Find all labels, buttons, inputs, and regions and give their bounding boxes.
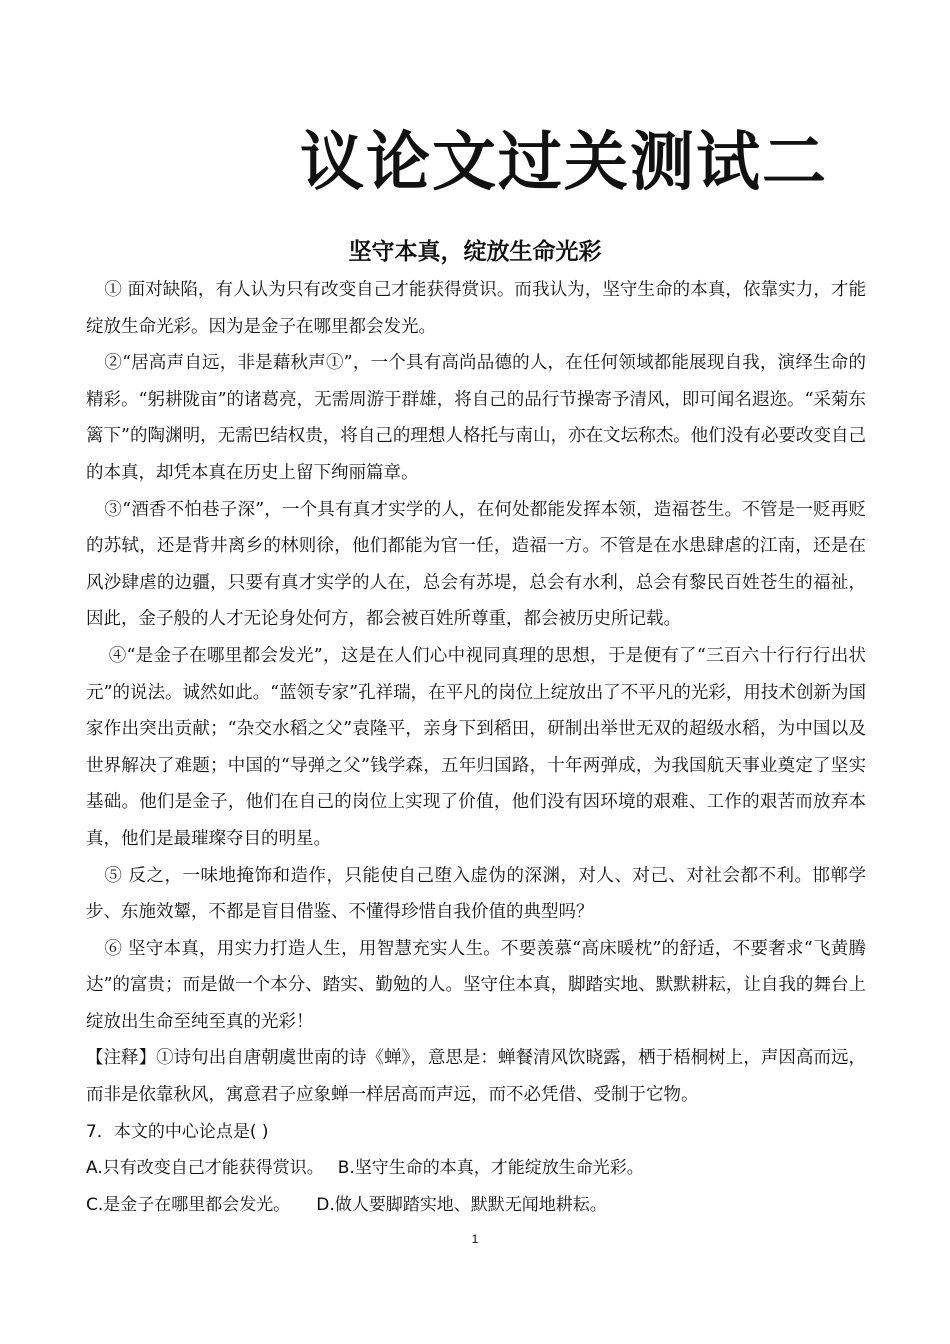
essay-body <box>86 272 866 1223</box>
paragraph-4: ④“是金子在哪里都会发光”，这是在人们心中视同真理的思想，于是便有了“三百六十行行行出状元”的说法。诚然如此。“蓝领专家”孔祥瑞，在平凡的岗位上绽放出了不平凡的光彩，用技术创新为国家作出突出贡献；“杂交水稻之父”袁隆平，亲身下到稻田，研制出举世无双的超级水稻，为中国以及世界解决了难题；中国的“导弹之父”钱学森，五年归国路，十年两弹成，为我国航天事业奠定了坚实基础。他们是金子，他们在自己的岗位上实现了价值，他们没有因环境的艰难、工作的艰苦而放弃本真，他们是最璀璨夺目的明星。 <box>86 645 866 849</box>
page-number: 1 <box>471 1232 479 1246</box>
essay-title: 坚守本真，绽放生命光彩 <box>348 239 602 265</box>
paragraph-5: ⑤ 反之，一味地掩饰和造作，只能使自己堕入虚伪的深渊，对人、对己、对社会都不利。邯郸学步、东施效颦，不都是盲目借鉴、不懂得珍惜自我价值的典型吗？ <box>86 865 866 923</box>
paragraph-2: ②“居高声自远，非是藉秋声①”，一个具有高尚品德的人，在任何领域都能展现自我，演绎生命的精彩。“躬耕陇亩”的诸葛亮，无需周游于群雄，将自己的品行节操寄予清风，即可闻名遐迩。“采菊东篱下”的陶渊明，无需巴结权贵，将自己的理想人格托与南山，亦在文坛称杰。他们没有必要改变自己的本真，却凭本真在历史上留下绚丽篇章。 <box>86 353 866 483</box>
option-a: A.只有改变自己才能获得赏识。 <box>86 1158 324 1179</box>
options-row-2 <box>86 1187 866 1224</box>
footnote: 【注释】①诗句出自唐朝虞世南的诗《蝉》，意思是：蝉餐清风饮晓露，栖于梧桐树上，声因高而远，而非是依靠秋风，寓意君子应象蝉一样居高而声远，而不必凭借、受制于它物。 <box>86 1048 866 1106</box>
paragraph-6: ⑥ 坚守本真，用实力打造人生，用智慧充实人生。不要羡慕“高床暖枕”的舒适，不要奢求“飞黄腾达”的富贵；而是做一个本分、踏实、勤勉的人。坚守住本真，脚踏实地、默默耕耘，让自我的舞台上绽放出生命至纯至真的光彩！ <box>86 938 866 1032</box>
paragraph-1: ① 面对缺陷，有人认为只有改变自己才能获得赏识。而我认为，坚守生命的本真，依靠实力，才能绽放生命光彩。因为是金子在哪里都会发光。 <box>86 280 866 337</box>
paragraph-3: ③“酒香不怕巷子深”，一个具有真才实学的人，在何处都能发挥本领，造福苍生。不管是一贬再贬的苏轼，还是背井离乡的林则徐，他们都能为官一任，造福一方。不管是在水患肆虐的江南，还是在风沙肆虐的边疆，只要有真才实学的人在，总会有苏堤，总会有水利，总会有黎民百姓苍生的福祉，因此，金子般的人才无论身处何方，都会被百姓所尊重，都会被历史所记载。 <box>86 499 866 630</box>
option-b: B.坚守生命的本真，才能绽放生命光彩。 <box>337 1158 644 1179</box>
question-7: 7．本文的中心论点是( ) <box>86 1121 269 1142</box>
option-c: C.是金子在哪里都会发光。 <box>86 1194 291 1215</box>
option-d: D.做人要脚踏实地、默默无闻地耕耘。 <box>316 1194 607 1215</box>
page-title: 议论文过关测试二 <box>300 126 828 200</box>
options-row-1 <box>86 1150 866 1187</box>
